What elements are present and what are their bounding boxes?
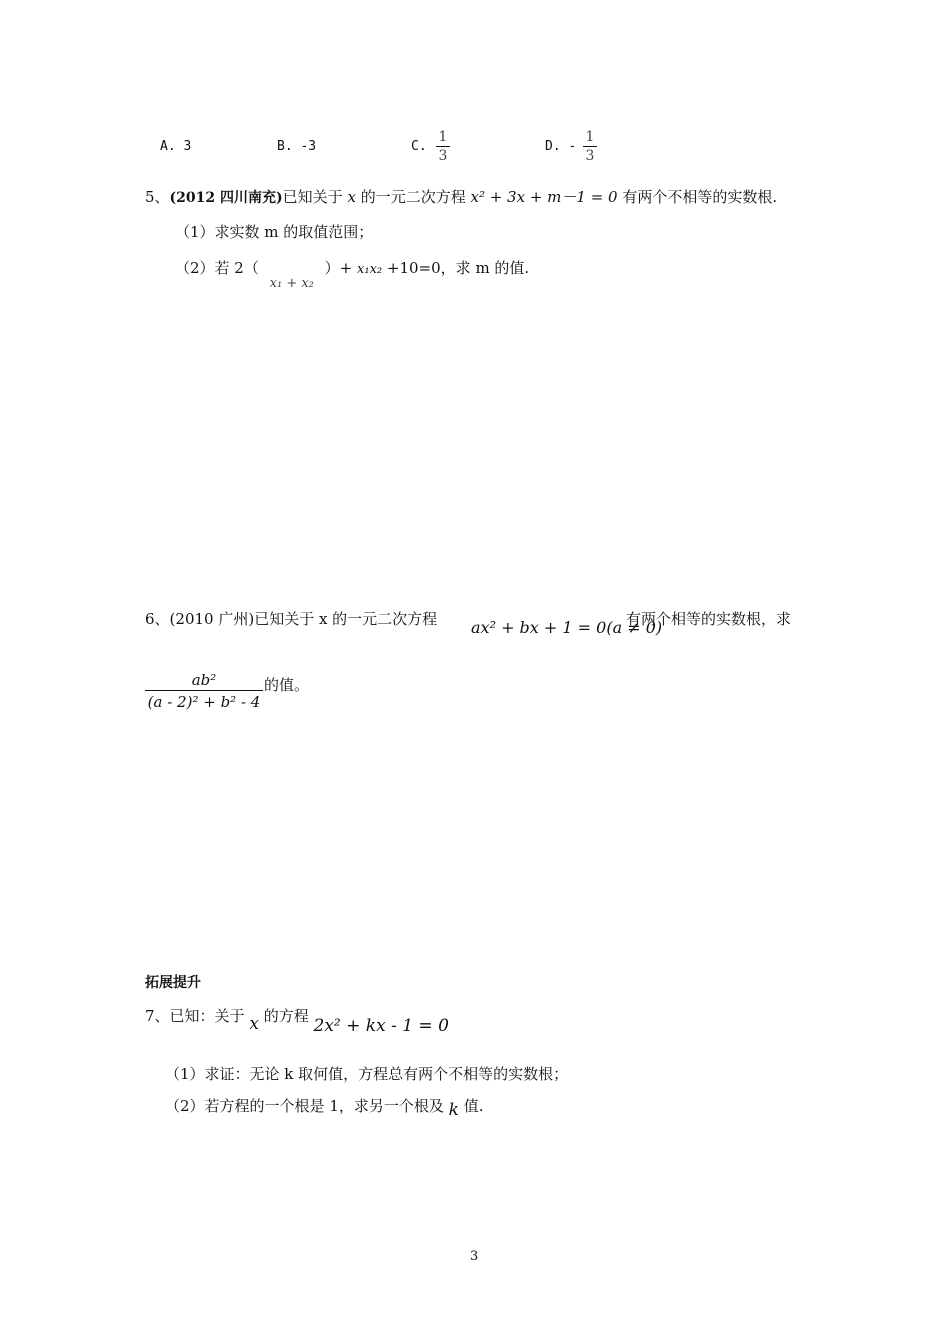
q5-part2 [175, 257, 530, 291]
q5-stem-text-3: 有两个不相等的实数根. [622, 188, 778, 206]
q5-part2-text-b: ）+ [324, 259, 353, 277]
q7-equation: 2x² + kx - 1 = 0 [313, 1016, 449, 1036]
option-d-numerator: 1 [585, 129, 595, 145]
q6-fraction [145, 670, 263, 713]
option-c-denominator: 3 [438, 148, 448, 164]
q7-part2-variable: k [448, 1100, 459, 1120]
option-c-label: C. [411, 139, 427, 154]
q7-part1: （1）求证：无论 k 取何值，方程总有两个不相等的实数根； [165, 1065, 569, 1083]
q6-tail: 的值。 [264, 676, 310, 694]
q7-prefix: 7、已知：关于 [145, 1007, 245, 1025]
q7-part2-text-a: （2）若方程的一个根是 1，求另一个根及 [165, 1097, 444, 1115]
q5-source: (2012 四川南充) [169, 190, 283, 206]
q7-variable: x [249, 1014, 259, 1034]
q5-part2-text-c: +10=0，求 m 的值. [386, 259, 530, 277]
q5-stem [145, 186, 777, 207]
q5-equation: x² + 3x + m－1 = 0 [470, 188, 618, 206]
option-d-label: D. - [545, 139, 577, 154]
option-c-fraction [436, 128, 450, 165]
option-b: B. -3 [277, 139, 317, 154]
q5-variable: x [347, 188, 356, 206]
q6-equation: ax² + bx + 1 = 0(a ≠ 0) [471, 618, 663, 637]
option-d-denominator: 3 [585, 148, 595, 164]
q5-part2-text-a: （2）若 2（ [175, 259, 259, 277]
q6-fraction-numerator: ab² [191, 671, 217, 689]
q5-stem-text-2: 的一元二次方程 [360, 188, 466, 206]
q7-part2 [165, 1095, 484, 1120]
q5-part2-product: x₁x₂ [357, 262, 383, 277]
q7-mid: 的方程 [263, 1007, 309, 1025]
q6-fraction-denominator: (a - 2)² + b² - 4 [147, 693, 261, 711]
q6-suffix: 有两个相等的实数根，求 [626, 610, 792, 628]
q5-part2-sum: x₁ + x₂ [269, 276, 314, 291]
q5-stem-text: 已知关于 [282, 188, 343, 206]
q6-prefix: 6、(2010 广州)已知关于 x 的一元二次方程 [145, 610, 438, 628]
option-a: A. 3 [160, 139, 192, 154]
section-title: 拓展提升 [145, 975, 201, 991]
q5-prefix: 5、 [145, 188, 170, 206]
page-number: 3 [470, 1249, 479, 1264]
q7-part2-text-b: 值. [463, 1097, 484, 1115]
option-d-fraction [583, 128, 597, 165]
q5-part1: （1）求实数 m 的取值范围； [175, 223, 374, 241]
option-c-numerator: 1 [438, 129, 448, 145]
q7-stem [145, 1005, 449, 1036]
